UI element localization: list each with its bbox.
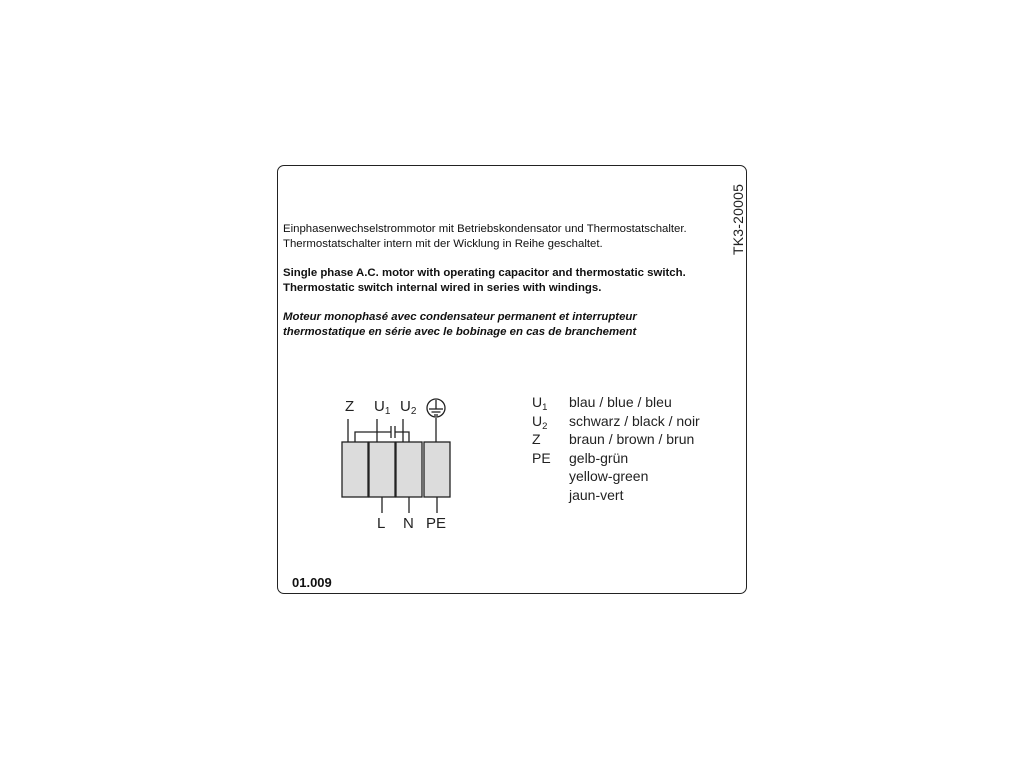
legend-key: $U_1$	[532, 394, 548, 413]
description-english-line-1: Single phase A.C. motor with operating capacitor and thermostatic switch.	[283, 267, 686, 279]
color-legend	[532, 393, 700, 504]
description-french	[283, 310, 637, 340]
legend-value: blau / blue / bleu	[569, 394, 672, 410]
terminal-label-u1-main: U	[374, 398, 385, 415]
description-french-line-1: Moteur monophasé avec condensateur permanent et interrupteur	[283, 311, 637, 323]
description-english	[283, 266, 686, 296]
legend-row	[532, 430, 700, 449]
terminal-l	[369, 442, 395, 497]
description-english-line-2: Thermostatic switch internal wired in series with windings.	[283, 282, 602, 294]
terminal-block-graphic	[325, 385, 475, 545]
earth-ground-icon	[427, 399, 445, 417]
terminal-label-u2-main: U	[400, 398, 411, 415]
terminal-block-diagram	[325, 385, 475, 545]
terminal-label-z: Z	[345, 398, 355, 415]
description-german	[283, 222, 687, 252]
legend-key: Z	[532, 431, 541, 447]
terminal-n	[396, 442, 422, 497]
terminal-z	[342, 442, 368, 497]
legend-value: braun / brown / brun	[569, 431, 695, 447]
terminal-label-u1-sub: 1	[384, 406, 391, 417]
legend-row	[532, 412, 700, 431]
description-german-line-1: Einphasenwechselstrommotor mit Betriebskondensator und Thermostatschalter.	[283, 223, 687, 235]
bottom-wires	[382, 497, 437, 513]
terminal-pe	[424, 442, 450, 497]
legend-row	[532, 393, 700, 412]
description-german-line-2: Thermostatschalter intern mit der Wicklung in Reihe geschaltet.	[283, 238, 603, 250]
legend-row	[532, 449, 700, 505]
terminal-label-n: N	[403, 515, 414, 532]
terminal-label-u2-sub: 2	[410, 406, 417, 417]
legend-key: PE	[532, 449, 551, 466]
terminal-label-l: L	[377, 515, 386, 532]
legend-value: schwarz / black / noir	[569, 412, 700, 429]
description-french-line-2: thermostatique en série avec le bobinage en cas de branchement	[283, 326, 637, 338]
legend-value: gelb-grün yellow-green jaun-vert	[569, 449, 649, 503]
legend-key: $U_2$	[532, 412, 548, 432]
terminal-blocks	[342, 442, 450, 497]
top-wires	[348, 418, 436, 442]
document-code: TK3-20005	[730, 183, 746, 255]
terminal-label-pe: PE	[426, 515, 447, 532]
footer-code: 01.009	[292, 575, 332, 590]
